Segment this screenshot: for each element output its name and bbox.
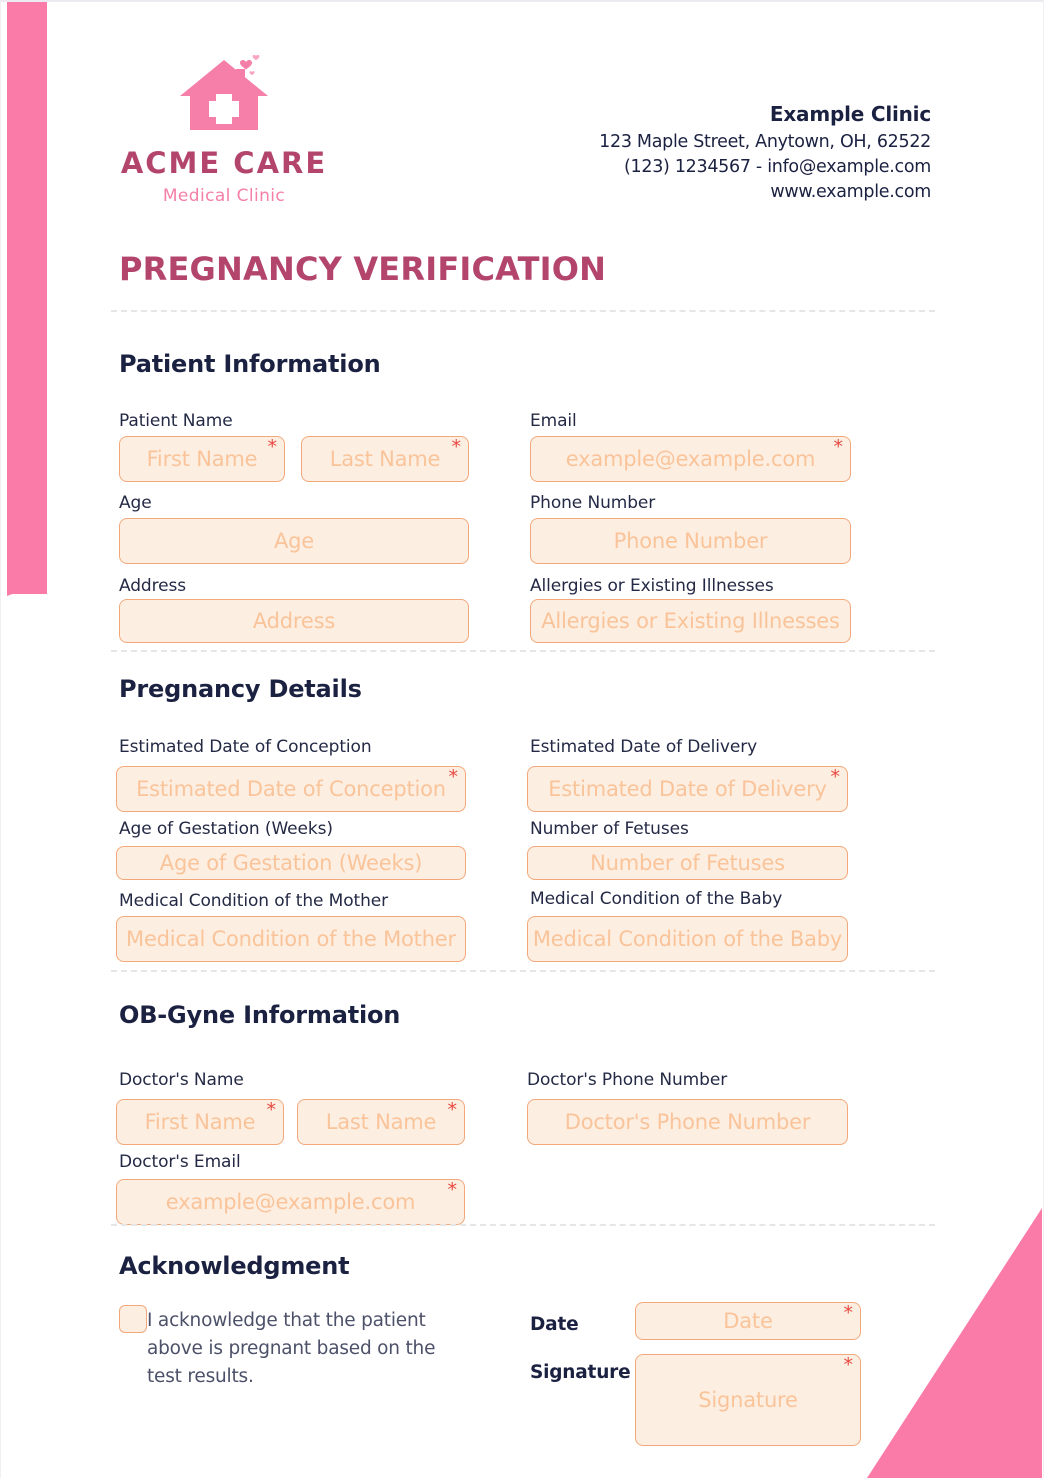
placeholder: Allergies or Existing Illnesses <box>541 609 840 633</box>
section-heading-pregnancy-details: Pregnancy Details <box>119 675 362 703</box>
label-address: Address <box>119 576 187 596</box>
required-asterisk: * <box>447 1099 457 1121</box>
required-asterisk: * <box>843 1354 853 1376</box>
label-medical-condition-mother: Medical Condition of the Mother <box>119 891 389 911</box>
label-patient-name: Patient Name <box>119 411 233 431</box>
label-signature: Signature <box>530 1362 631 1383</box>
label-phone-number: Phone Number <box>530 493 656 513</box>
page-header <box>1 2 1044 234</box>
logo-subtitle: Medical Clinic <box>162 185 286 206</box>
placeholder: Age <box>273 529 315 553</box>
divider-obgyne-section <box>111 1224 935 1226</box>
input-phone-number[interactable] <box>530 518 851 564</box>
required-asterisk: * <box>843 1302 853 1324</box>
placeholder: Last Name <box>329 447 441 471</box>
divider-patient-section <box>111 650 935 652</box>
label-medical-condition-baby: Medical Condition of the Baby <box>530 889 783 909</box>
label-doctors-name: Doctor's Name <box>119 1070 244 1090</box>
input-medical-condition-baby[interactable] <box>527 916 848 962</box>
input-email[interactable] <box>530 436 851 482</box>
placeholder: Age of Gestation (Weeks) <box>159 851 423 875</box>
clinic-address: 123 Maple Street, Anytown, OH, 62522 <box>599 132 931 153</box>
label-doctors-phone-number: Doctor's Phone Number <box>527 1070 728 1090</box>
input-age[interactable] <box>119 518 469 564</box>
required-asterisk: * <box>447 1179 457 1201</box>
input-patient-last-name[interactable] <box>301 436 469 482</box>
divider-pregnancy-section <box>111 970 935 972</box>
clinic-name: Example Clinic <box>769 102 931 126</box>
input-doctor-first-name[interactable] <box>116 1099 284 1145</box>
input-allergies[interactable] <box>530 599 851 643</box>
label-date: Date <box>530 1314 579 1335</box>
input-address[interactable] <box>119 599 469 643</box>
required-asterisk: * <box>451 436 461 458</box>
input-number-of-fetuses[interactable] <box>527 846 848 880</box>
acknowledgment-text: I acknowledge that the patient above is pregnant based on the test results. <box>147 1310 436 1387</box>
required-asterisk: * <box>833 436 843 458</box>
page-title: PREGNANCY VERIFICATION <box>119 250 607 288</box>
input-patient-first-name[interactable] <box>119 436 285 482</box>
placeholder: example@example.com <box>565 447 816 471</box>
house-medical-cross-icon <box>164 52 284 142</box>
clinic-logo <box>119 52 329 206</box>
section-heading-patient-information: Patient Information <box>119 350 381 378</box>
clinic-contact-block <box>599 100 931 205</box>
required-asterisk: * <box>266 1099 276 1121</box>
label-estimated-date-of-delivery: Estimated Date of Delivery <box>530 737 758 757</box>
placeholder: Number of Fetuses <box>590 851 785 875</box>
placeholder: First Name <box>146 447 258 471</box>
acknowledgment-checkbox[interactable] <box>119 1305 147 1333</box>
input-doctor-last-name[interactable] <box>297 1099 465 1145</box>
input-medical-condition-mother[interactable] <box>116 916 466 962</box>
input-doctor-email[interactable] <box>116 1179 465 1225</box>
label-number-of-fetuses: Number of Fetuses <box>530 819 689 839</box>
label-email: Email <box>530 411 577 431</box>
input-signature[interactable] <box>635 1354 861 1446</box>
placeholder: First Name <box>144 1110 256 1134</box>
label-age: Age <box>119 493 152 513</box>
clinic-contact: (123) 1234567 - info@example.com <box>624 157 931 178</box>
placeholder: Medical Condition of the Mother <box>126 927 456 951</box>
label-estimated-date-of-conception: Estimated Date of Conception <box>119 737 372 757</box>
placeholder: Address <box>252 609 336 633</box>
label-doctors-email: Doctor's Email <box>119 1152 241 1172</box>
section-heading-acknowledgment: Acknowledgment <box>119 1252 350 1280</box>
required-asterisk: * <box>267 436 277 458</box>
clinic-website: www.example.com <box>770 182 931 203</box>
logo-name: ACME CARE <box>120 146 328 180</box>
required-asterisk: * <box>448 766 458 788</box>
placeholder: Signature <box>698 1388 798 1412</box>
input-date[interactable] <box>635 1302 861 1340</box>
label-allergies: Allergies or Existing Illnesses <box>530 576 774 596</box>
placeholder: Doctor's Phone Number <box>564 1110 811 1134</box>
placeholder: Estimated Date of Delivery <box>548 777 827 801</box>
section-heading-obgyne-information: OB-Gyne Information <box>119 1001 401 1029</box>
input-estimated-date-of-conception[interactable] <box>116 766 466 812</box>
input-age-of-gestation[interactable] <box>116 846 466 880</box>
placeholder: Phone Number <box>613 529 768 553</box>
input-estimated-date-of-delivery[interactable] <box>527 766 848 812</box>
label-age-of-gestation: Age of Gestation (Weeks) <box>119 819 333 839</box>
divider-title <box>111 310 935 312</box>
placeholder: Medical Condition of the Baby <box>532 927 843 951</box>
pink-corner-triangle <box>867 1208 1042 1478</box>
placeholder: example@example.com <box>165 1190 416 1214</box>
placeholder: Date <box>723 1309 773 1333</box>
placeholder: Estimated Date of Conception <box>136 777 446 801</box>
placeholder: Last Name <box>325 1110 437 1134</box>
input-doctor-phone-number[interactable] <box>527 1099 848 1145</box>
required-asterisk: * <box>830 766 840 788</box>
